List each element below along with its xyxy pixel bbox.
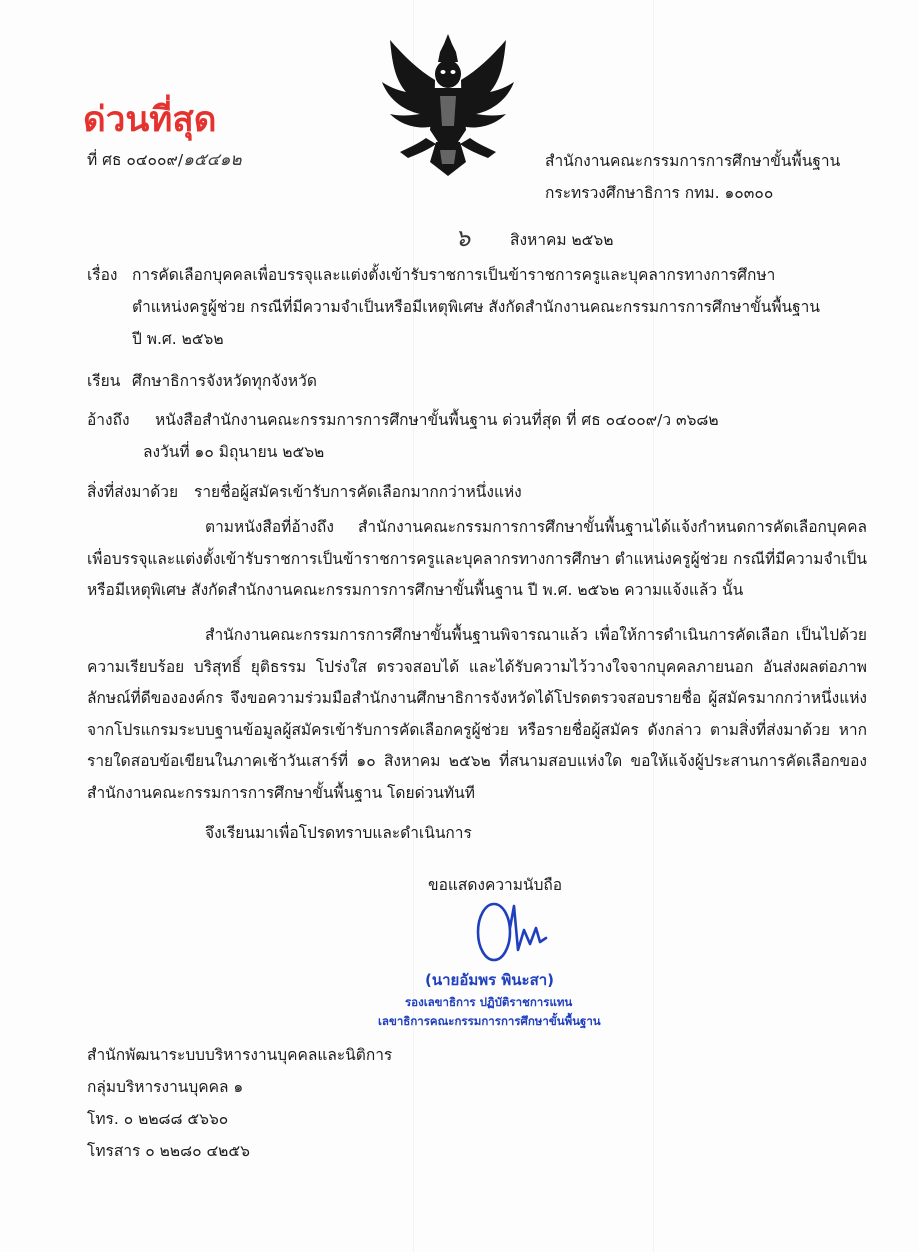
reference-line-2: ลงวันที่ ๑๐ มิถุนายน ๒๕๖๒ xyxy=(143,443,325,461)
footer-phone: โทร. ๐ ๒๒๘๘ ๕๖๖๐ xyxy=(87,1110,229,1128)
reference-line-1: หนังสือสำนักงานคณะกรรมการการศึกษาขั้นพื้นฐาน ด่วนที่สุด ที่ ศธ ๐๔๐๐๙/ว ๓๖๘๒ xyxy=(155,411,719,429)
document-number-handwritten: ๑๕๔๑๒ xyxy=(183,150,242,170)
sender-ministry-address: กระทรวงศึกษาธิการ กทม. ๑๐๓๐๐ xyxy=(545,184,774,202)
body-paragraph-1-text: ตามหนังสือที่อ้างถึง สำนักงานคณะกรรมการการศึกษาขั้นพื้นฐานได้แจ้งกำหนดการคัดเลือกบุคคล เพื่อบรรจุและแต่งตั้งเข้ารับราชการเป็นข้าราชการครูและบุคลากรทางการศึกษา ตำแหน่งครูผู้ช่วย กรณีที่มีความจำเป็นหรือมีเหตุพิเศษ สังกัดสำนักงานคณะกรรมการการศึกษาขั้นพื้นฐาน ปี พ.ศ. ๒๕๖๒ ความแจ้งแล้ว นั้น xyxy=(87,518,867,599)
subject-label: เรื่อง xyxy=(87,266,118,284)
handwritten-signature-icon xyxy=(470,898,560,966)
date-day-handwritten: ๖ xyxy=(455,224,471,252)
footer-fax: โทรสาร ๐ ๒๒๘๐ ๔๒๕๖ xyxy=(87,1142,250,1160)
footer-group: กลุ่มบริหารงานบุคคล ๑ xyxy=(87,1078,244,1096)
signature-regards: ขอแสดงความนับถือ xyxy=(428,876,563,894)
recipient-value: ศึกษาธิการจังหวัดทุกจังหวัด xyxy=(132,372,317,390)
garuda-emblem-icon xyxy=(378,30,518,178)
body-paragraph-2-text: สำนักงานคณะกรรมการการศึกษาขั้นพื้นฐานพิจารณาแล้ว เพื่อให้การดำเนินการคัดเลือก เป็นไปด้วยความเรียบร้อย บริสุทธิ์ ยุติธรรม โปร่งใส ตรวจสอบได้ และได้รับความไว้วางใจจากบุคคลภายนอก อันส่งผลต่อภาพลักษณ์ที่ดีขององค์กร จึงขอความร่วมมือสำนักงานศึกษาธิการจังหวัดได้โปรดตรวจสอบรายชื่อ ผู้สมัครมากกว่าหนึ่งแห่งจากโปรแกรมระบบฐานข้อมูลผู้สมัครเข้ารับการคัดเลือกครูผู้ช่วย หรือรายชื่อผู้สมัคร ดังกล่าว ตามสิ่งที่ส่งมาด้วย หากรายใดสอบข้อเขียนในภาคเช้าวันเสาร์ที่ ๑๐ สิงหาคม ๒๕๖๒ ที่สนามสอบแห่งใด ขอให้แจ้งผู้ประสานการคัดเลือกของสำนักงานคณะกรรมการการศึกษาขั้นพื้นฐาน โดยด่วนทันที xyxy=(87,626,867,802)
signatory-title-line-1: รองเลขาธิการ ปฏิบัติราชการแทน xyxy=(405,995,573,1009)
signatory-title-line-2: เลขาธิการคณะกรรมการการศึกษาขั้นพื้นฐาน xyxy=(378,1014,601,1028)
footer-office: สำนักพัฒนาระบบบริหารงานบุคคลและนิติการ xyxy=(87,1046,393,1064)
sender-office: สำนักงานคณะกรรมการการศึกษาขั้นพื้นฐาน xyxy=(545,152,841,170)
signatory-name: (นายอัมพร พินะสา) xyxy=(425,971,555,989)
reference-label: อ้างถึง xyxy=(87,411,130,429)
enclosure-value: รายชื่อผู้สมัครเข้ารับการคัดเลือกมากกว่าหนึ่งแห่ง xyxy=(194,483,522,501)
document-number-prefix: ที่ ศธ ๐๔๐๐๙/ xyxy=(87,151,184,169)
subject-line-3: ปี พ.ศ. ๒๕๖๒ xyxy=(132,330,224,348)
enclosure-label: สิ่งที่ส่งมาด้วย xyxy=(87,483,179,501)
date-month-year: สิงหาคม ๒๕๖๒ xyxy=(510,231,614,249)
recipient-label: เรียน xyxy=(87,372,121,390)
subject-line-2: ตำแหน่งครูผู้ช่วย กรณีที่มีความจำเป็นหรือมีเหตุพิเศษ สังกัดสำนักงานคณะกรรมการการศึกษาขั้นพื้นฐาน xyxy=(132,298,820,316)
body-paragraph-2 xyxy=(87,620,867,809)
closing-line: จึงเรียนมาเพื่อโปรดทราบและดำเนินการ xyxy=(205,824,472,842)
subject-line-1: การคัดเลือกบุคคลเพื่อบรรจุและแต่งตั้งเข้ารับราชการเป็นข้าราชการครูและบุคลากรทางการศึกษา xyxy=(132,266,776,284)
body-paragraph-1 xyxy=(87,512,867,607)
urgency-stamp: ด่วนที่สุด xyxy=(83,100,217,140)
document-number xyxy=(87,150,242,170)
